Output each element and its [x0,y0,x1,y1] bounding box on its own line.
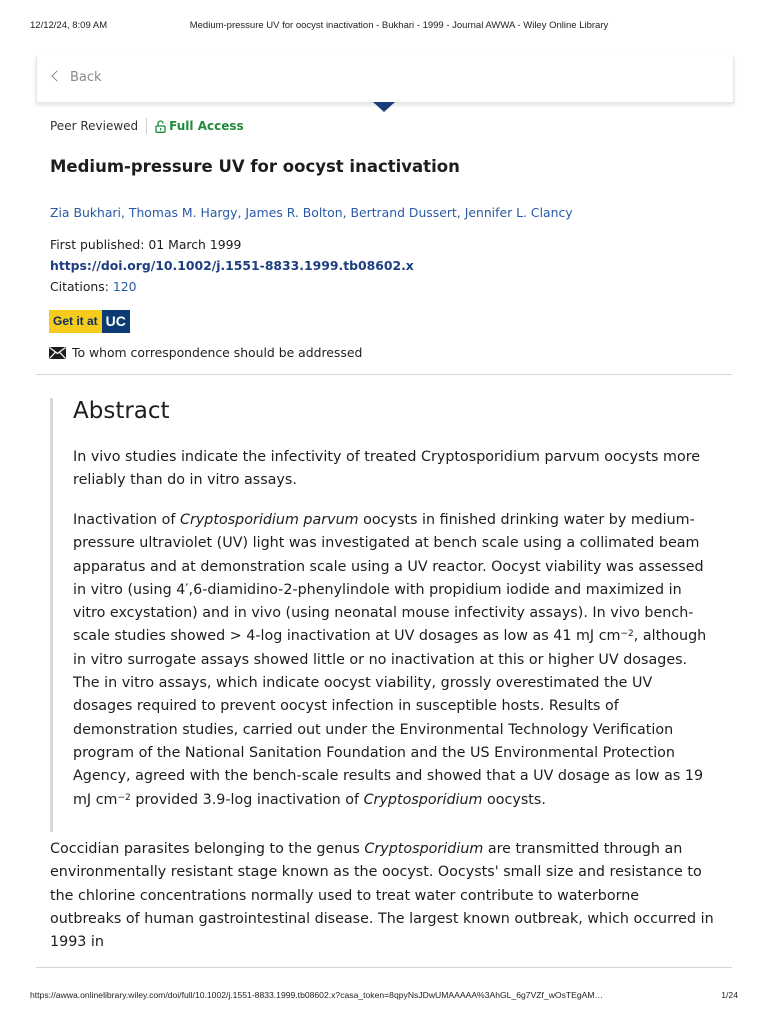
author-link[interactable]: James R. Bolton [245,205,343,220]
section-divider [36,967,732,968]
envelope-icon [49,347,66,359]
citations [50,279,137,294]
chevron-left-icon [51,70,62,81]
abstract-heading: Abstract [73,398,170,424]
body-paragraph: Coccidian parasites belonging to the genus Cryptosporidium are transmitted through an environmentally resistant stage known as the oocyst. Oocysts' small size and resistance to the chlorine concentrations normally used to treat water contribute to waterborne outbreaks of human gastrointestinal disease. The largest known outbreak, which occurred in 1993 in [50,841,714,951]
print-datetime: 12/12/24, 8:09 AM [30,20,108,31]
citations-label: Citations: [50,279,109,294]
first-published [50,237,241,252]
back-button[interactable] [53,70,102,85]
article-title: Medium-pressure UV for oocyst inactivation [50,157,460,176]
unlock-icon [155,120,166,133]
exponent: −2 [620,629,634,640]
abstract-body: Inactivation of Cryptosporidium parvum oocysts in finished drinking water by medium-pressure ultraviolet (UV) light was investigated at bench scale using a collimated beam apparatus and at demonstration scale using a UV reactor. Oocyst viability was assessed in vitro (using 4′,6-diamidino-2-phenylindole with propidium iodide and maximized in vitro excystation) and in vivo (using neonatal mouse infectivity assays). In vivo bench-scale studies showed > 4-log inactivation at UV dosages as low as 41 mJ $cm^{-2}$, although in vitro surrogate assays showed little or no inactivation at this or higher UV dosages. The in vitro assays, which indicate oocyst viability, grossly overestimated the UV dosages required to prevent oocyst infection in susceptible hosts. Results of demonstration studies, carried out under the Environmental Technology Verification program of the National Sanitation Foundation and the US Environmental Protection Agency, agreed with the bench-scale results and showed that a UV dosage as low as 19 mJ $cm^{-2}$ provided 3.9-log inactivation of Cryptosporidium oocysts. [73,512,707,808]
uc-logo: UC [102,310,130,333]
citations-count-link[interactable]: 120 [112,279,137,294]
full-access-badge [155,119,243,133]
full-access-label: Full Access [169,119,244,133]
author-link[interactable]: Zia Bukhari [50,205,121,220]
author-link[interactable]: Jennifer L. Clancy [464,205,573,220]
first-published-label: First published: [50,237,145,252]
back-bar [36,56,734,103]
article-badges [50,118,244,134]
correspondence-note [49,345,362,360]
print-page-title: Medium-pressure UV for oocyst inactivation - Bukhari - 1999 - Journal AWWA - Wiley Online Library [189,20,609,31]
genus-name: Cryptosporidium [364,841,484,857]
badge-divider [146,118,147,134]
get-it-label: Get it at [49,310,102,333]
author-list: Zia Bukhari, Thomas M. Hargy, James R. Bolton, Bertrand Dussert, Jennifer L. Clancy [50,205,573,220]
section-divider [36,374,732,375]
page-number: 1/24 [721,990,738,1000]
author-link[interactable]: Bertrand Dussert [350,205,457,220]
first-published-date: 01 March 1999 [148,237,242,252]
print-footer [30,990,738,1004]
abstract-summary: In vivo studies indicate the infectivity of treated Cryptosporidium parvum oocysts more reliably than do in vitro assays. [73,449,701,489]
abstract-section [50,398,715,832]
correspondence-text: To whom correspondence should be addressed [72,345,363,360]
peer-reviewed-label: Peer Reviewed [50,119,139,133]
print-url: https://awwa.onlinelibrary.wiley.com/doi/full/10.1002/j.1551-8833.1999.tb08602.x?casa_token=8qpyNsJDwUMAAAAA%3AhGL_6g7VZf_wOsTEgAM… [30,990,604,1000]
print-header [30,20,738,34]
caret-down-icon [373,102,395,112]
doi-link[interactable]: https://doi.org/10.1002/j.1551-8833.1999.tb08602.x [50,258,414,273]
author-link[interactable]: Thomas M. Hargy [128,205,238,220]
back-label: Back [70,70,102,85]
exponent: −2 [117,792,131,803]
genus-name: Cryptosporidium [363,791,483,808]
get-it-at-uc-button[interactable] [49,310,130,333]
species-name: Cryptosporidium parvum [179,512,359,528]
